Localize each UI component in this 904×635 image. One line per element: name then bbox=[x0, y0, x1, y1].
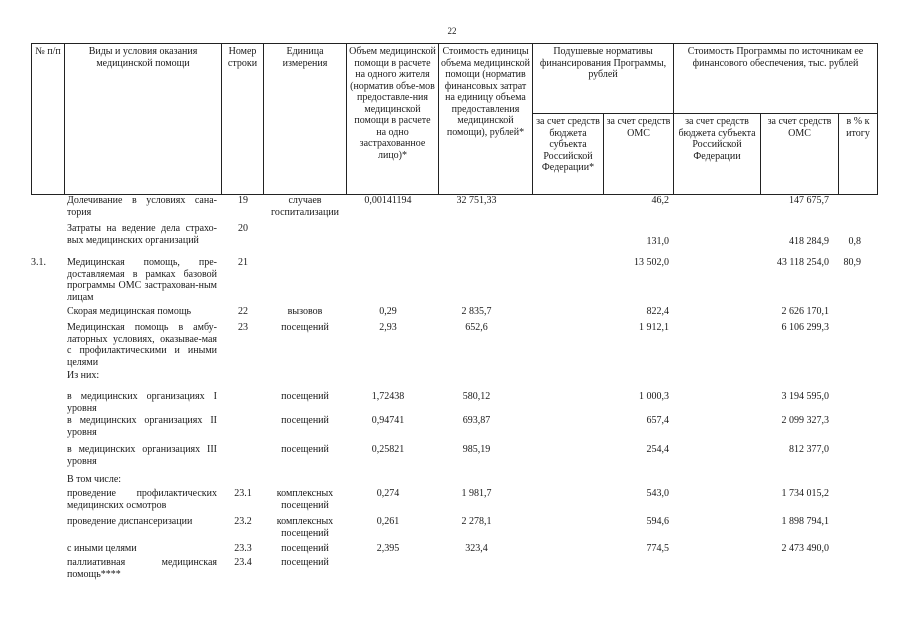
table-row bbox=[31, 388, 871, 415]
row-volume: 0,00141194 bbox=[364, 195, 412, 206]
row-line: 23.2 bbox=[234, 516, 252, 527]
row-name: в медицинских организациях III уровня bbox=[67, 444, 217, 467]
header-cost: Стоимость единицы объема медицинской помощи (норматив финансовых затрат на единицу объема предоставления медицинской помощи), рублей* bbox=[439, 44, 533, 195]
row-pct: 80,9 bbox=[843, 257, 861, 268]
row-unit: посещений bbox=[281, 444, 329, 455]
row-cost: 985,19 bbox=[462, 444, 491, 455]
header-volume: Объем медицинской помощи в расчете на одного жителя (норматив объе-мов предоставле-ния медицинской помощи в расчете на одно застрахованное лицо)* bbox=[347, 44, 439, 195]
table-row bbox=[31, 543, 871, 557]
row-name: в медицинских организациях I уровня bbox=[67, 391, 217, 414]
row-prog-oms: 6 106 299,3 bbox=[781, 322, 829, 333]
row-volume: 2,93 bbox=[379, 322, 397, 333]
table-row bbox=[31, 195, 871, 223]
row-line: 20 bbox=[238, 223, 248, 234]
row-volume: 0,261 bbox=[376, 516, 400, 527]
table-header bbox=[31, 43, 878, 195]
header-group-norm: Подушевые нормативы финансирования Программы, рублей bbox=[533, 44, 674, 114]
row-name: с иными целями bbox=[67, 543, 137, 554]
table-row bbox=[31, 322, 871, 370]
header-line: Номер строки bbox=[222, 44, 264, 195]
table-row bbox=[31, 474, 871, 488]
row-unit: посещений bbox=[281, 322, 329, 333]
row-norm-oms: 254,4 bbox=[646, 444, 669, 455]
row-unit: случаев госпитализации bbox=[270, 195, 340, 218]
row-cost: 652,6 bbox=[465, 322, 488, 333]
row-norm-oms: 594,6 bbox=[646, 516, 669, 527]
header-name: Виды и условия оказания медицинской помощи bbox=[65, 44, 222, 195]
table-row bbox=[31, 557, 871, 587]
row-prog-oms: 2 473 490,0 bbox=[781, 543, 829, 554]
row-unit: посещений bbox=[281, 391, 329, 402]
table-row bbox=[31, 415, 871, 444]
row-volume: 1,72438 bbox=[371, 391, 405, 402]
row-volume: 0,274 bbox=[376, 488, 400, 499]
header-cost-pct: в % к итогу bbox=[839, 114, 878, 195]
header-cost-budget: за счет средств бюджета субъекта Российской Федерации bbox=[674, 114, 761, 195]
row-unit: комплексных посещений bbox=[276, 516, 334, 539]
row-prog-oms: 43 118 254,0 bbox=[776, 257, 829, 268]
row-line: 23.1 bbox=[234, 488, 252, 499]
row-line: 23 bbox=[238, 322, 248, 333]
row-line: 23.3 bbox=[234, 543, 252, 554]
row-line: 19 bbox=[238, 195, 248, 206]
row-name: в медицинских организациях II уровня bbox=[67, 415, 217, 438]
row-pct: 0,8 bbox=[848, 236, 861, 247]
row-cost: 1 981,7 bbox=[461, 488, 492, 499]
row-prog-oms: 1 898 794,1 bbox=[781, 516, 829, 527]
row-norm-oms: 13 502,0 bbox=[634, 257, 669, 268]
row-volume: 2,395 bbox=[376, 543, 400, 554]
row-prog-oms: 3 194 595,0 bbox=[781, 391, 829, 402]
row-prog-oms: 418 284,9 bbox=[789, 236, 829, 247]
header-num: № п/п bbox=[32, 44, 65, 195]
row-prog-oms: 2 626 170,1 bbox=[781, 306, 829, 317]
row-num: 3.1. bbox=[31, 257, 46, 268]
row-unit: посещений bbox=[281, 415, 329, 426]
table-row bbox=[31, 223, 871, 253]
page-number: 22 bbox=[447, 26, 457, 36]
row-name: Скорая медицинская помощь bbox=[67, 306, 192, 317]
row-name: Медицинская помощь, пре-доставляемая в рамках базовой программы ОМС застрахован-ным лицам bbox=[67, 257, 217, 303]
row-cost: 580,12 bbox=[462, 391, 491, 402]
row-volume: 0,29 bbox=[379, 306, 397, 317]
row-unit: посещений bbox=[281, 557, 329, 568]
table-body bbox=[31, 195, 871, 587]
row-unit: комплексных посещений bbox=[276, 488, 334, 511]
row-name: В том числе: bbox=[67, 474, 122, 485]
row-unit: посещений bbox=[281, 543, 329, 554]
row-norm-oms: 1 912,1 bbox=[639, 322, 669, 333]
row-line: 23.4 bbox=[234, 557, 252, 568]
row-unit: вызовов bbox=[287, 306, 323, 317]
header-norm-budget: за счет средств бюджета субъекта Российской Федерации* bbox=[533, 114, 604, 195]
table-row bbox=[31, 306, 871, 322]
row-cost: 2 835,7 bbox=[461, 306, 492, 317]
row-name: Из них: bbox=[67, 370, 100, 381]
header-unit: Единица измерения bbox=[264, 44, 347, 195]
row-line: 21 bbox=[238, 257, 248, 268]
row-cost: 323,4 bbox=[465, 543, 488, 554]
row-volume: 0,94741 bbox=[371, 415, 405, 426]
row-name: Медицинская помощь в амбу-латорных условиях, оказывае-мая с профилактическими и иными целями bbox=[67, 322, 217, 368]
row-prog-oms: 147 675,7 bbox=[789, 195, 829, 206]
row-name: Долечивание в условиях сана-тория bbox=[67, 195, 217, 218]
row-name: паллиативная медицинская помощь**** bbox=[67, 557, 217, 580]
row-prog-oms: 812 377,0 bbox=[789, 444, 829, 455]
row-norm-oms: 543,0 bbox=[646, 488, 669, 499]
table-row bbox=[31, 370, 871, 388]
header-group-cost: Стоимость Программы по источникам ее финансового обеспечения, тыс. рублей bbox=[674, 44, 878, 114]
row-prog-oms: 2 099 327,3 bbox=[781, 415, 829, 426]
row-norm-oms: 774,5 bbox=[646, 543, 669, 554]
header-norm-oms: за счет средств ОМС bbox=[604, 114, 674, 195]
row-cost: 693,87 bbox=[462, 415, 491, 426]
table-row bbox=[31, 516, 871, 543]
row-line: 22 bbox=[238, 306, 248, 317]
row-prog-oms: 1 734 015,2 bbox=[781, 488, 829, 499]
row-norm-oms: 657,4 bbox=[646, 415, 669, 426]
row-cost: 2 278,1 bbox=[461, 516, 492, 527]
header-cost-oms: за счет средств ОМС bbox=[761, 114, 839, 195]
row-name: Затраты на ведение дела страхо-вых медицинских организаций bbox=[67, 223, 217, 246]
row-norm-oms: 46,2 bbox=[651, 195, 669, 206]
table-row bbox=[31, 488, 871, 516]
row-norm-oms: 822,4 bbox=[646, 306, 669, 317]
row-cost: 32 751,33 bbox=[456, 195, 497, 206]
table-row bbox=[31, 444, 871, 474]
row-norm-oms: 1 000,3 bbox=[639, 391, 669, 402]
row-name: проведение диспансеризации bbox=[67, 516, 193, 527]
table-row bbox=[31, 253, 871, 306]
row-volume: 0,25821 bbox=[371, 444, 405, 455]
row-name: проведение профилактических медицинских осмотров bbox=[67, 488, 217, 511]
row-norm-oms: 131,0 bbox=[646, 236, 669, 247]
